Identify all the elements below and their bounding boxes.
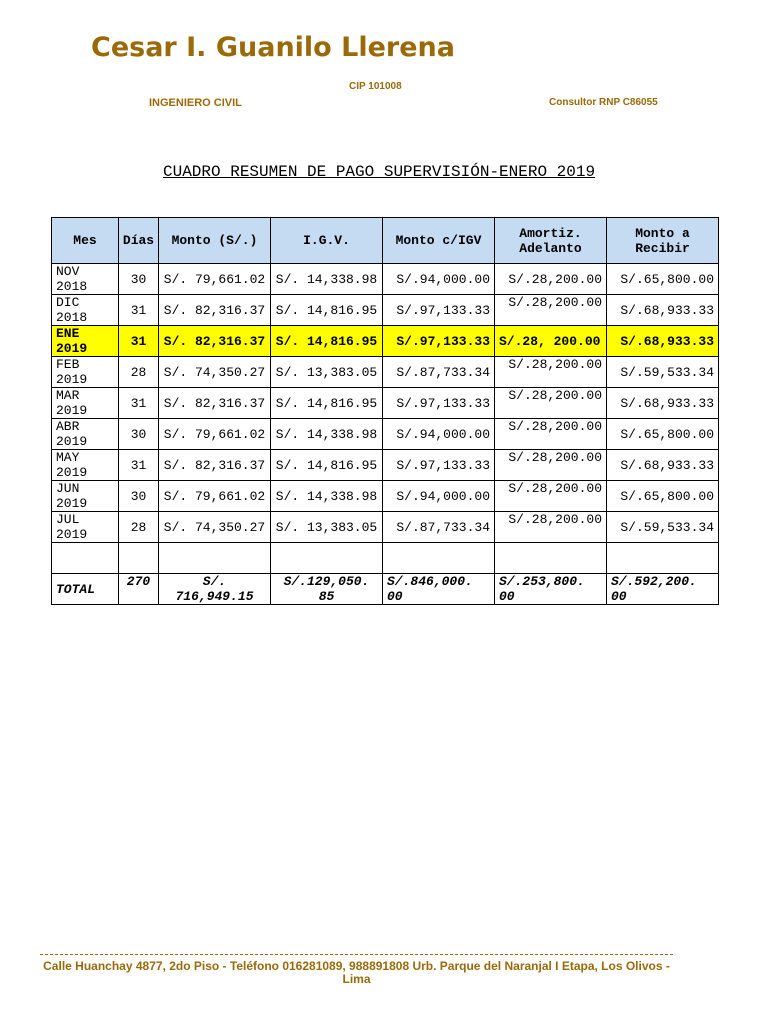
total-label: TOTAL	[52, 574, 119, 605]
col-header-recibir: Monto a Recibir	[607, 218, 719, 264]
cell-mes: JUL 2019	[52, 512, 119, 543]
cell-recibir: S/.65,800.00	[607, 481, 719, 512]
cell-empty	[383, 543, 495, 574]
cell-igv: S/. 14,338.98	[271, 419, 383, 450]
cell-monto-igv: S/.97,133.33	[383, 295, 495, 326]
engineer-name: Cesar I. Guanilo Llerena	[91, 32, 455, 63]
cell-empty	[159, 543, 271, 574]
cell-monto: S/. 82,316.37	[159, 388, 271, 419]
cell-monto-igv: S/.97,133.33	[383, 450, 495, 481]
cell-empty	[495, 543, 607, 574]
table-row	[52, 388, 719, 419]
cell-dias: 28	[119, 357, 159, 388]
cell-dias: 30	[119, 419, 159, 450]
col-header-igv: I.G.V.	[271, 218, 383, 264]
cell-monto: S/. 79,661.02	[159, 419, 271, 450]
table-row	[52, 450, 719, 481]
cell-dias: 31	[119, 450, 159, 481]
cell-igv: S/. 13,383.05	[271, 512, 383, 543]
cell-monto: S/. 79,661.02	[159, 481, 271, 512]
table-row	[52, 357, 719, 388]
table-row	[52, 481, 719, 512]
cell-igv: S/. 13,383.05	[271, 357, 383, 388]
cell-empty	[119, 543, 159, 574]
cell-dias: 31	[119, 295, 159, 326]
footer-address: Calle Huanchay 4877, 2do Piso - Teléfono 016281089, 988891808 Urb. Parque del Naranjal I Etapa, Los Olivos - Lima	[43, 959, 670, 986]
cell-monto-igv: S/.97,133.33	[383, 388, 495, 419]
cell-amortiz: S/.28, 200.00	[495, 326, 607, 357]
cell-igv: S/. 14,816.95	[271, 450, 383, 481]
cip-number: CIP 101008	[349, 81, 402, 92]
cell-monto: S/. 82,316.37	[159, 295, 271, 326]
cell-empty	[52, 543, 119, 574]
table-row-highlighted	[52, 326, 719, 357]
cell-igv: S/. 14,816.95	[271, 295, 383, 326]
total-igv: S/.129,050. 85	[271, 574, 383, 605]
cell-recibir: S/.65,800.00	[607, 419, 719, 450]
cell-amortiz: S/.28,200.00	[495, 388, 607, 419]
col-header-mes: Mes	[52, 218, 119, 264]
cell-monto-igv: S/.94,000.00	[383, 264, 495, 295]
cell-dias: 30	[119, 264, 159, 295]
document-title: CUADRO RESUMEN DE PAGO SUPERVISIÓN-ENERO 2019	[163, 163, 596, 181]
col-header-amortiz: Amortiz. Adelanto	[495, 218, 607, 264]
cell-igv: S/. 14,816.95	[271, 326, 383, 357]
cell-igv: S/. 14,338.98	[271, 481, 383, 512]
cell-amortiz: S/.28,200.00	[495, 264, 607, 295]
cell-mes: NOV 2018	[52, 264, 119, 295]
cell-monto-igv: S/.97,133.33	[383, 326, 495, 357]
cell-amortiz: S/.28,200.00	[495, 450, 607, 481]
cell-igv: S/. 14,338.98	[271, 264, 383, 295]
consultor-rnp: Consultor RNP C86055	[549, 97, 658, 108]
cell-mes: ENE 2019	[52, 326, 119, 357]
cell-dias: 31	[119, 388, 159, 419]
cell-monto: S/. 79,661.02	[159, 264, 271, 295]
total-monto-igv: S/.846,000. 00	[383, 574, 495, 605]
table-row-empty	[52, 543, 719, 574]
table-row	[52, 264, 719, 295]
cell-amortiz: S/.28,200.00	[495, 481, 607, 512]
cell-amortiz: S/.28,200.00	[495, 419, 607, 450]
total-monto: S/. 716,949.15	[159, 574, 271, 605]
total-amortiz: S/.253,800. 00	[495, 574, 607, 605]
profession-label: INGENIERO CIVIL	[149, 97, 242, 109]
cell-igv: S/. 14,816.95	[271, 388, 383, 419]
cell-dias: 31	[119, 326, 159, 357]
cell-amortiz: S/.28,200.00	[495, 295, 607, 326]
table-total-row	[52, 574, 719, 605]
col-header-monto: Monto (S/.)	[159, 218, 271, 264]
cell-recibir: S/.68,933.33	[607, 388, 719, 419]
total-dias: 270	[119, 574, 159, 605]
cell-dias: 28	[119, 512, 159, 543]
cell-empty	[607, 543, 719, 574]
total-recibir: S/.592,200. 00	[607, 574, 719, 605]
cell-amortiz: S/.28,200.00	[495, 512, 607, 543]
cell-monto: S/. 74,350.27	[159, 512, 271, 543]
table-row	[52, 295, 719, 326]
cell-empty	[271, 543, 383, 574]
table-row	[52, 512, 719, 543]
cell-mes: JUN 2019	[52, 481, 119, 512]
cell-monto-igv: S/.94,000.00	[383, 481, 495, 512]
cell-monto-igv: S/.87,733.34	[383, 512, 495, 543]
cell-monto-igv: S/.87,733.34	[383, 357, 495, 388]
cell-recibir: S/.59,533.34	[607, 357, 719, 388]
col-header-monto-igv: Monto c/IGV	[383, 218, 495, 264]
cell-mes: ABR 2019	[52, 419, 119, 450]
cell-mes: FEB 2019	[52, 357, 119, 388]
cell-recibir: S/.68,933.33	[607, 450, 719, 481]
cell-recibir: S/.59,533.34	[607, 512, 719, 543]
cell-recibir: S/.68,933.33	[607, 326, 719, 357]
col-header-dias: Días	[119, 218, 159, 264]
table-header-row	[52, 218, 719, 264]
cell-mes: DIC 2018	[52, 295, 119, 326]
cell-monto: S/. 74,350.27	[159, 357, 271, 388]
cell-dias: 30	[119, 481, 159, 512]
cell-monto: S/. 82,316.37	[159, 450, 271, 481]
cell-monto-igv: S/.94,000.00	[383, 419, 495, 450]
cell-amortiz: S/.28,200.00	[495, 357, 607, 388]
cell-mes: MAY 2019	[52, 450, 119, 481]
table-row	[52, 419, 719, 450]
cell-mes: MAR 2019	[52, 388, 119, 419]
footer-divider	[40, 954, 673, 955]
cell-recibir: S/.68,933.33	[607, 295, 719, 326]
cell-monto: S/. 82,316.37	[159, 326, 271, 357]
payment-summary-table	[51, 217, 719, 605]
cell-recibir: S/.65,800.00	[607, 264, 719, 295]
